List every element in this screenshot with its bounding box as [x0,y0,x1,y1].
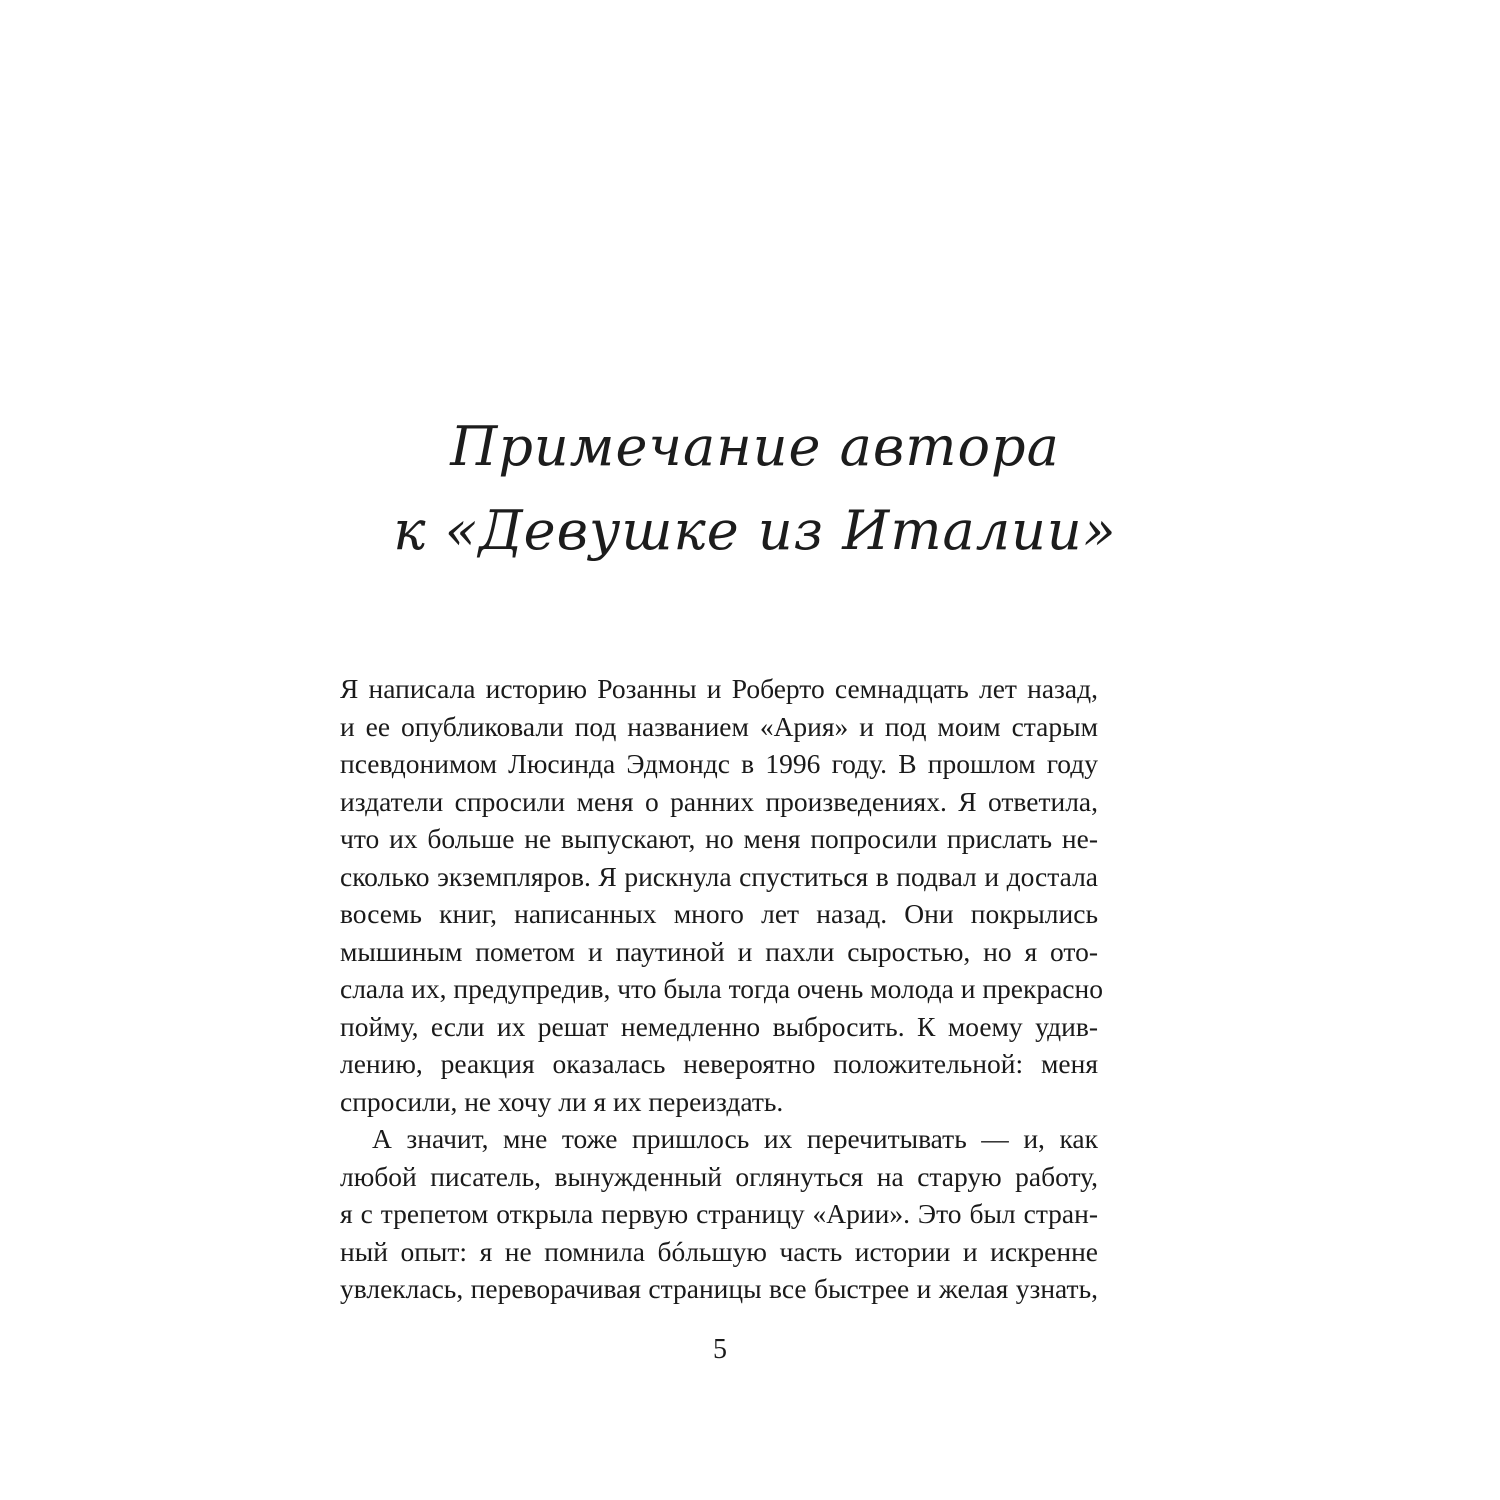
text-line: увлеклась, переворачивая страницы все быстрее и желая узнать, [340,1273,1098,1304]
page-number: 5 [713,1334,727,1365]
text-line: псевдонимом Люсинда Эдмондс в 1996 году. В прошлом году [340,748,1098,779]
text-line: издатели спросили меня о ранних произведениях. Я ответила, [340,785,1098,817]
text-line: восемь книг, написанных много лет назад. Они покрылись [340,898,1098,929]
text-line: и ее опубликовали под названием «Ария» и под моим старым [340,710,1098,742]
text-line: мышиным пометом и паутиной и пахли сыростью, но я ото- [340,935,1098,967]
text-line: любой писатель, вынужденный оглянуться на старую работу, [340,1160,1098,1192]
text-line: ный опыт: я не помнила бóльшую часть истории и искренне [340,1235,1098,1267]
text-line: лению, реакция оказалась невероятно положительной: меня [340,1048,1098,1079]
text-line: я с трепетом открыла первую страницу «Арии». Это был стран- [340,1198,1098,1229]
paragraph-1 [340,670,1103,1120]
chapter-title-line-1: Примечание автора [450,415,1060,478]
text-line: что их больше не выпускают, но меня попросили прислать не- [340,823,1098,854]
text-line: сколько экземпляров. Я рискнула спуститься в подвал и достала [340,860,1098,892]
paragraph-2 [340,1120,1098,1308]
body-text [340,670,1103,1308]
text-line: Я написала историю Розанны и Роберто семнадцать лет назад, [340,673,1098,704]
chapter-title [340,405,1170,573]
text-line: спросили, не хочу ли я их переиздать. [340,1085,784,1117]
chapter-title-line-2: к «Девушке из Италии» [393,499,1117,562]
text-line: пойму, если их решат немедленно выбросить. К моему удив- [340,1010,1098,1042]
text-line: А значит, мне тоже пришлось их перечитывать — и, как [372,1123,1098,1154]
text-line: слала их, предупредив, что была тогда очень молода и прекрасно [340,973,1103,1004]
